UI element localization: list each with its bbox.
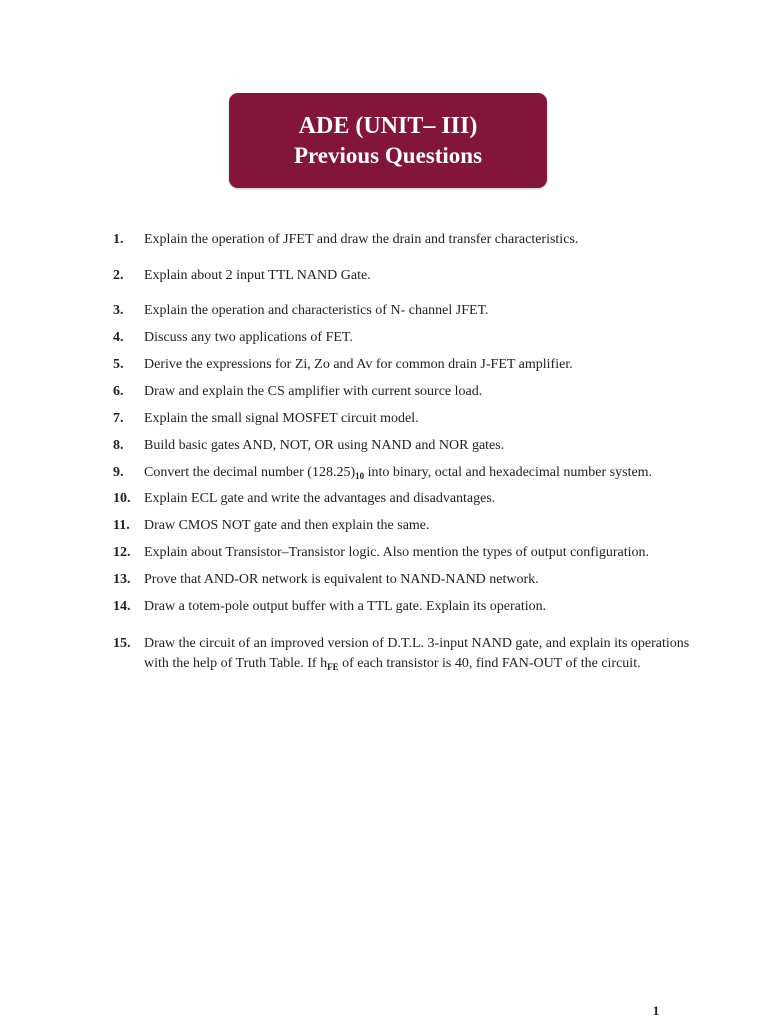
question-number: 6.: [113, 384, 124, 399]
question-text: Derive the expressions for Zi, Zo and Av for common drain J-FET amplifier.: [144, 357, 573, 372]
question-text: Explain about 2 input TTL NAND Gate.: [144, 268, 371, 283]
question-text: Discuss any two applications of FET.: [144, 330, 353, 345]
question-text: Explain the small signal MOSFET circuit model.: [144, 411, 419, 426]
question-number: 14.: [113, 599, 131, 614]
question-text: Draw and explain the CS amplifier with current source load.: [144, 384, 483, 399]
question-text-before: Draw the circuit of an improved version of D.T.L. 3-input NAND gate, and explain its operations with the help of Truth Table. If h: [144, 636, 690, 671]
question-text: Explain the operation and characteristics of N- channel JFET.: [144, 303, 489, 318]
question-text-after: into binary, octal and hexadecimal number system.: [364, 465, 653, 480]
question-number: 15.: [113, 636, 131, 651]
question-text: Draw a totem-pole output buffer with a TTL gate. Explain its operation.: [144, 599, 547, 614]
question-text: Build basic gates AND, NOT, OR using NAND and NOR gates.: [144, 438, 505, 453]
question-number: 13.: [113, 572, 131, 587]
question-text: Explain about Transistor–Transistor logic. Also mention the types of output configuration.: [144, 545, 650, 560]
hfe-subscript: FE: [327, 662, 339, 672]
document-subtitle: Previous Questions: [293, 142, 483, 168]
question-number: 2.: [113, 268, 124, 283]
question-text: Draw CMOS NOT gate and then explain the same.: [144, 518, 430, 533]
question-text: Prove that AND-OR network is equivalent to NAND-NAND network.: [144, 572, 539, 587]
question-text-after: of each transistor is 40, find FAN-OUT of the circuit.: [338, 656, 641, 671]
question-number: 5.: [113, 357, 124, 372]
title-banner: [229, 93, 547, 188]
question-text: [144, 463, 700, 486]
question-text: Explain the operation of JFET and draw the drain and transfer characteristics.: [144, 232, 579, 247]
question-text: Explain ECL gate and write the advantages and disadvantages.: [144, 491, 496, 506]
question-number: 10.: [113, 491, 131, 506]
decimal-subscript: 10: [355, 471, 365, 481]
document-title: ADE (UNIT– III): [298, 112, 478, 139]
question-text-before: Convert the decimal number (128.25): [144, 465, 356, 480]
question-number: 4.: [113, 330, 124, 345]
question-number: 9.: [113, 465, 124, 480]
question-number: 7.: [113, 411, 124, 426]
question-number: 11.: [113, 518, 130, 533]
question-number: 12.: [113, 545, 131, 560]
page-number: 1: [652, 1003, 660, 1018]
question-text: [144, 634, 700, 677]
question-number: 3.: [113, 303, 124, 318]
question-number: 8.: [113, 438, 124, 453]
question-number: 1.: [113, 232, 124, 247]
